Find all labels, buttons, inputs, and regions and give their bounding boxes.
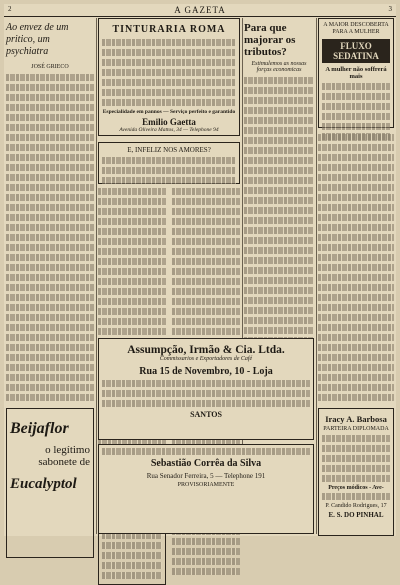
tinturaria-advertisement (98, 18, 240, 136)
article-title: E, INFELIZ NOS AMORES? (127, 146, 211, 154)
sedatina-advertisement (318, 18, 394, 128)
article-headline: Para que majorar os tributos? (244, 22, 296, 58)
parteira-advertisement (318, 408, 394, 536)
article-body (6, 74, 94, 404)
ad-prices: Preços módicos - Ave- (328, 485, 384, 491)
page-number-right: 3 (388, 5, 392, 13)
article-subhead: Estimulemos as nossas forças economicas (251, 61, 307, 73)
ad-title: TINTURARIA ROMA (112, 24, 226, 35)
ad-city: E. S. DO PINHAL (328, 511, 384, 519)
representative-advertisement (98, 444, 314, 534)
brand-name: FLUXO SEDATINA (322, 39, 390, 63)
ad-brand-eucalyptol: Eucalyptol (10, 476, 77, 492)
ad-line: o legítimo (45, 444, 90, 456)
rep-address: Rua Senador Ferreira, 5 — Telephone 191 (146, 472, 266, 480)
newspaper-page (4, 4, 396, 536)
side-headline: A MAIOR DESCOBERTA PARA A MULHER (323, 22, 389, 35)
assumpcao-advertisement (98, 338, 314, 440)
ad-owner: Emilio Gaetta (142, 117, 196, 127)
article-box (98, 142, 240, 184)
page-number-left: 2 (8, 5, 12, 13)
ad-address: Avenida Oliveira Mattos, 34 — Telephone 94 (119, 127, 219, 133)
brand-sub: A mulher não soffrerá mais (325, 66, 387, 80)
column-4 (318, 18, 394, 534)
column-rule (96, 18, 97, 534)
ad-line: sabonete de (38, 456, 90, 468)
rep-name: Sebastião Corrêa da Silva (150, 458, 262, 469)
ad-company: Assumpção, Irmão & Cia. Ltda. (127, 344, 285, 356)
ad-address: Rua 15 de Novembro, 10 - Loja (139, 366, 273, 377)
ad-name: Iracy A. Barbosa (325, 414, 387, 424)
article-body (318, 134, 394, 404)
masthead (4, 4, 396, 17)
byline: JOSÉ GRIECO (31, 64, 69, 70)
ad-brand-beijaflor: Beijaflor (10, 420, 69, 437)
rep-tag: PROVISORIAMENTE (177, 482, 235, 488)
newspaper-title: A GAZETA (174, 5, 226, 15)
article-headline: Ao envez de um pritico, um psychiatra (6, 22, 69, 57)
column-1 (6, 18, 94, 534)
ad-subtitle: Commissarios e Exportadores de Café (159, 356, 253, 362)
article-body (244, 77, 314, 357)
column-rule (316, 18, 317, 534)
ad-footer: Especialidade em pannos — Serviço perfeito e garantido (102, 109, 236, 115)
soap-advertisement (6, 408, 94, 558)
ad-city: SANTOS (190, 410, 222, 419)
ad-tag: PARTEIRA DIPLOMADA (323, 426, 389, 432)
ad-address: P. Candido Rodrigues, 17 (325, 503, 387, 509)
